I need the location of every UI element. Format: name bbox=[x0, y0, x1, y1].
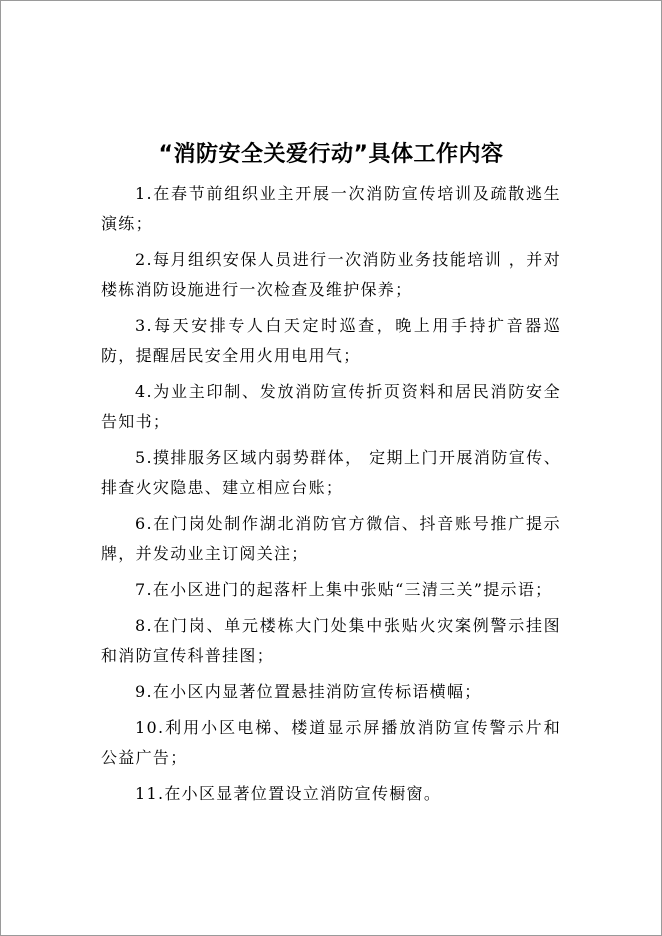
list-item: 1.在春节前组织业主开展一次消防宣传培训及疏散逃生演练； bbox=[101, 184, 561, 233]
list-item: 6.在门岗处制作湖北消防官方微信、抖音账号推广提示牌，并发动业主订阅关注； bbox=[101, 514, 561, 563]
list-item: 7.在小区进门的起落杆上集中张贴“三清三关”提示语； bbox=[135, 580, 553, 599]
document-title: “消防安全关爱行动”具体工作内容 bbox=[158, 142, 504, 167]
list-item: 11.在小区显著位置设立消防宣传橱窗。 bbox=[135, 784, 442, 803]
work-item-list bbox=[101, 179, 561, 815]
list-item: 9.在小区内显著位置悬挂消防宣传标语横幅； bbox=[135, 682, 482, 701]
list-item: 8.在门岗、单元楼栋大门处集中张贴火灾案例警示挂图和消防宣传科普挂图； bbox=[101, 616, 561, 665]
list-item: 5.摸排服务区域内弱势群体， 定期上门开展消防宣传、排查火灾隐患、建立相应台账； bbox=[101, 448, 561, 497]
list-item: 10.利用小区电梯、楼道显示屏播放消防宣传警示片和公益广告； bbox=[101, 718, 561, 767]
list-item: 3.每天安排专人白天定时巡查，晚上用手持扩音器巡防，提醒居民安全用火用电用气； bbox=[101, 316, 561, 365]
list-item: 2.每月组织安保人员进行一次消防业务技能培训 ，并对楼栋消防设施进行一次检查及维护保养； bbox=[101, 250, 561, 299]
list-item: 4.为业主印制、发放消防宣传折页资料和居民消防安全告知书； bbox=[101, 382, 561, 431]
